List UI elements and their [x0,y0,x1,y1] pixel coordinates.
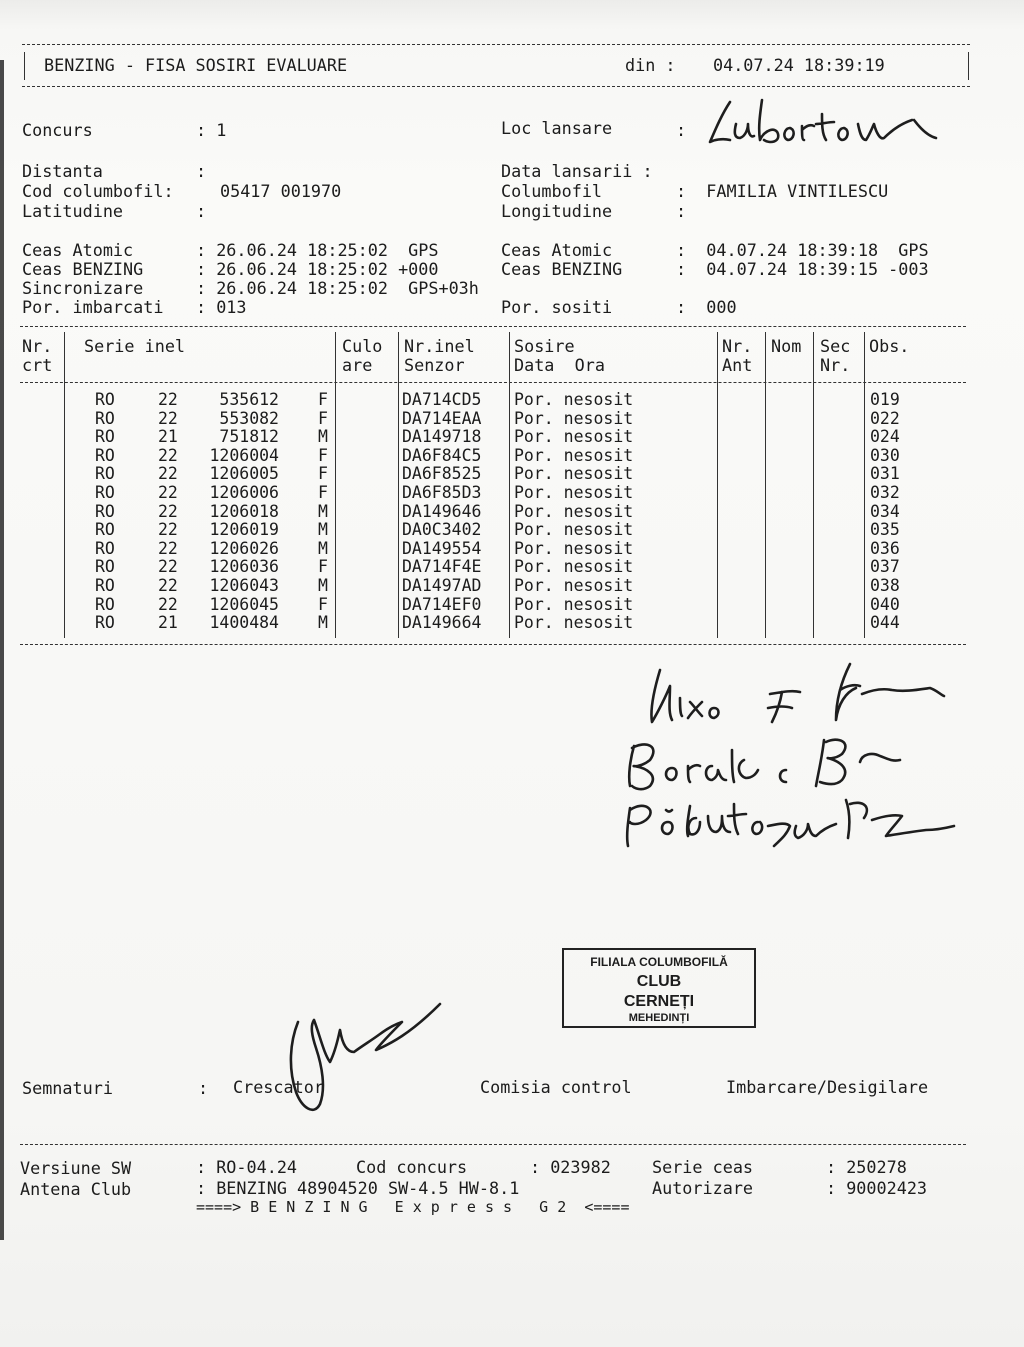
ceas-atomic-right-label: Ceas Atomic [501,240,613,260]
cell-an: 22 [158,594,178,614]
cell-numar: 1206004 [209,445,279,465]
cell-sex: F [318,464,328,484]
header-datetime: 04.07.24 18:39:19 [713,55,885,75]
cell-obs: 036 [870,538,900,558]
crescator-signature [280,996,460,1126]
cell-sosire: Por. nesosit [514,576,634,595]
cell-obs: 032 [870,483,900,502]
header-right-bar [968,52,969,80]
cell-sosire: Por. nesosit [514,445,634,465]
cell-obs: 044 [870,613,900,633]
loc-lansare-label: Loc lansare [501,118,613,138]
club-stamp [562,948,756,1028]
th-sec-nr: Nr. [820,355,851,375]
cell-numar: 1206045 [209,594,279,614]
stamp-line-club: CLUB [636,973,682,990]
table-row [0,465,1024,484]
latitudine-value: : [196,201,207,221]
cell-an: 22 [158,483,178,502]
cell-senzor: DA6F84C5 [402,445,482,465]
cell-an: 22 [158,557,178,577]
distanta-label: Distanta [22,161,103,181]
cell-tara: RO [95,427,115,447]
longitudine-value: : [676,201,687,221]
cell-sex: F [318,390,328,409]
cell-numar: 535612 [219,390,279,409]
imbarcare-label: Imbarcare/Desigilare [726,1077,929,1097]
cell-sosire: Por. nesosit [514,483,634,502]
table-header-rule [20,382,966,383]
crescator-label: Crescator [233,1077,324,1097]
header-left-bar [24,52,25,80]
cell-obs: 034 [870,501,900,521]
cell-senzor: DA714F4E [402,557,482,577]
cell-an: 22 [158,538,178,558]
cod-columbofil-label: Cod columbofil: [22,181,174,201]
cell-senzor: DA149646 [402,501,482,521]
th-culo: Culo [342,336,383,356]
cell-tara: RO [95,520,115,540]
ceas-benzing-right-value: : 04.07.24 18:39:15 -003 [676,259,929,279]
table-top-rule [20,326,966,327]
ceas-atomic-left-label: Ceas Atomic [22,240,134,260]
th-nr: Nr. [22,336,53,356]
columbofil-value: : FAMILIA VINTILESCU [676,181,889,201]
cell-sosire: Por. nesosit [514,557,634,577]
ceas-benzing-right-label: Ceas BENZING [501,259,623,279]
th-nom: Nom [771,336,802,356]
cell-sosire: Por. nesosit [514,390,634,409]
cell-sosire: Por. nesosit [514,408,634,428]
cell-an: 22 [158,576,178,595]
cell-an: 22 [158,445,178,465]
document-title: BENZING - FISA SOSIRI EVALUARE [44,55,348,75]
header-bottom-rule [22,86,970,87]
cell-tara: RO [95,594,115,614]
versiune-sw-label: Versiune SW [20,1158,132,1178]
latitudine-label: Latitudine [22,201,124,221]
cell-obs: 019 [870,390,900,409]
table-row [0,596,1024,615]
concurs-label: Concurs [22,120,93,140]
cell-an: 21 [158,427,178,447]
cell-sex: F [318,408,328,428]
cell-sosire: Por. nesosit [514,501,634,521]
cell-tara: RO [95,613,115,633]
longitudine-label: Longitudine [501,201,613,221]
cell-obs: 031 [870,464,900,484]
cell-senzor: DA714EF0 [402,594,482,614]
cell-numar: 1206005 [209,464,279,484]
cell-tara: RO [95,538,115,558]
cell-senzor: DA714CD5 [402,390,482,409]
table-row [0,558,1024,577]
cell-obs: 040 [870,594,900,614]
ceas-atomic-left-value: : 26.06.24 18:25:02 GPS [196,240,439,260]
table-bottom-rule [20,644,966,645]
semnaturi-label: Semnaturi [22,1078,113,1098]
th-nr-ant-1: Nr. [722,336,753,356]
table-row [0,484,1024,503]
th-sosire: Sosire [514,336,575,356]
ceas-atomic-right-value: : 04.07.24 18:39:18 GPS [676,240,929,260]
cell-sex: M [318,613,328,633]
cell-sex: F [318,594,328,614]
table-row [0,410,1024,429]
cell-sex: M [318,538,328,558]
cell-tara: RO [95,464,115,484]
autorizare-label: Autorizare [652,1178,754,1198]
cell-numar: 1206019 [209,520,279,540]
cell-an: 22 [158,390,178,409]
brand-line: ====> B E N Z I N G E x p r e s s G 2 <==== [196,1198,630,1216]
cell-sosire: Por. nesosit [514,427,634,447]
cell-sex: M [318,427,328,447]
serie-ceas-value: : 250278 [826,1157,907,1177]
cell-tara: RO [95,408,115,428]
columbofil-label: Columbofil [501,181,603,201]
cell-an: 22 [158,501,178,521]
th-nr-ant-2: Ant [722,355,753,375]
table-row [0,503,1024,522]
cell-senzor: DA6F8525 [402,464,482,484]
table-row [0,428,1024,447]
distanta-value: : [196,161,207,181]
cell-numar: 1206036 [209,557,279,577]
stamp-line-filiala: FILIALA COLUMBOFILĂ [590,955,728,969]
sincronizare-label: Sincronizare [22,278,144,298]
th-sec: Sec [820,336,851,356]
cell-sex: F [318,483,328,502]
cell-sosire: Por. nesosit [514,613,634,633]
cell-sex: M [318,576,328,595]
cell-senzor: DA149554 [402,538,482,558]
por-sositi-value: : 000 [676,297,737,317]
th-obs: Obs. [869,336,910,356]
header-din-label: din : [625,55,676,75]
th-senzor: Senzor [404,355,465,375]
semnaturi-sep: : [198,1078,209,1098]
por-sositi-label: Por. sositi [501,297,613,317]
por-imbarcati-label: Por. imbarcati [22,297,164,317]
table-row [0,577,1024,596]
cell-numar: 751812 [219,427,279,447]
cell-senzor: DA149718 [402,427,482,447]
por-imbarcati-value: : 013 [196,297,247,317]
cell-an: 22 [158,464,178,484]
cell-sex: M [318,520,328,540]
data-lansarii-label: Data lansarii : [501,161,653,181]
table-row [0,447,1024,466]
cell-numar: 553082 [219,408,279,428]
cell-numar: 1206018 [209,501,279,521]
table-row [0,614,1024,633]
cell-an: 22 [158,520,178,540]
cell-senzor: DA1497AD [402,576,482,595]
versiune-sw-value: : RO-04.24 [196,1157,298,1177]
th-nr-inel: Nr.inel [404,336,475,356]
ceas-benzing-left-label: Ceas BENZING [22,259,144,279]
concurs-value: : 1 [196,120,227,140]
cell-an: 22 [158,408,178,428]
cell-tara: RO [95,576,115,595]
cell-tara: RO [95,445,115,465]
paper-left-edge [0,60,4,1240]
cell-tara: RO [95,483,115,502]
autorizare-value: : 90002423 [826,1178,928,1198]
cell-senzor: DA714EAA [402,408,482,428]
cell-senzor: DA0C3402 [402,520,482,540]
footer-rule [20,1144,966,1145]
cell-obs: 030 [870,445,900,465]
cell-obs: 037 [870,557,900,577]
cod-columbofil-value: 05417 001970 [220,181,342,201]
cell-senzor: DA6F85D3 [402,483,482,502]
cell-senzor: DA149664 [402,613,482,633]
cell-tara: RO [95,557,115,577]
antena-club-value: : BENZING 48904520 SW-4.5 HW-8.1 [196,1178,520,1198]
table-row [0,540,1024,559]
th-serie-inel: Serie inel [84,336,186,356]
loc-lansare-sep: : [676,120,687,140]
handwritten-notes [610,650,970,850]
cell-numar: 1206026 [209,538,279,558]
cell-numar: 1206043 [209,576,279,595]
cod-concurs-label: Cod concurs [356,1157,468,1177]
header-top-rule [22,44,970,45]
ceas-benzing-left-value: : 26.06.24 18:25:02 +000 [196,259,439,279]
cod-concurs-value: : 023982 [530,1157,611,1177]
cell-sex: M [318,501,328,521]
stamp-line-mehedinti: MEHEDINȚI [628,1012,690,1024]
table-row [0,521,1024,540]
cell-numar: 1400484 [209,613,279,633]
comisia-control-label: Comisia control [480,1077,632,1097]
cell-tara: RO [95,501,115,521]
cell-sex: F [318,445,328,465]
sincronizare-value: : 26.06.24 18:25:02 GPS+03h [196,278,479,298]
th-data-ora: Data Ora [514,355,605,375]
cell-obs: 035 [870,520,900,540]
cell-sex: F [318,557,328,577]
cell-sosire: Por. nesosit [514,464,634,484]
cell-sosire: Por. nesosit [514,594,634,614]
cell-an: 21 [158,613,178,633]
serie-ceas-label: Serie ceas [652,1157,754,1177]
cell-obs: 038 [870,576,900,595]
cell-numar: 1206006 [209,483,279,502]
antena-club-label: Antena Club [20,1179,132,1199]
cell-sosire: Por. nesosit [514,538,634,558]
th-crt: crt [22,355,53,375]
cell-obs: 022 [870,408,900,428]
cell-tara: RO [95,390,115,409]
table-row [0,391,1024,410]
cell-sosire: Por. nesosit [514,520,634,540]
cell-obs: 024 [870,427,900,447]
th-are: are [342,355,373,375]
stamp-line-cerneti: CERNEȚI [623,993,695,1010]
loc-lansare-handwriting [700,94,960,164]
